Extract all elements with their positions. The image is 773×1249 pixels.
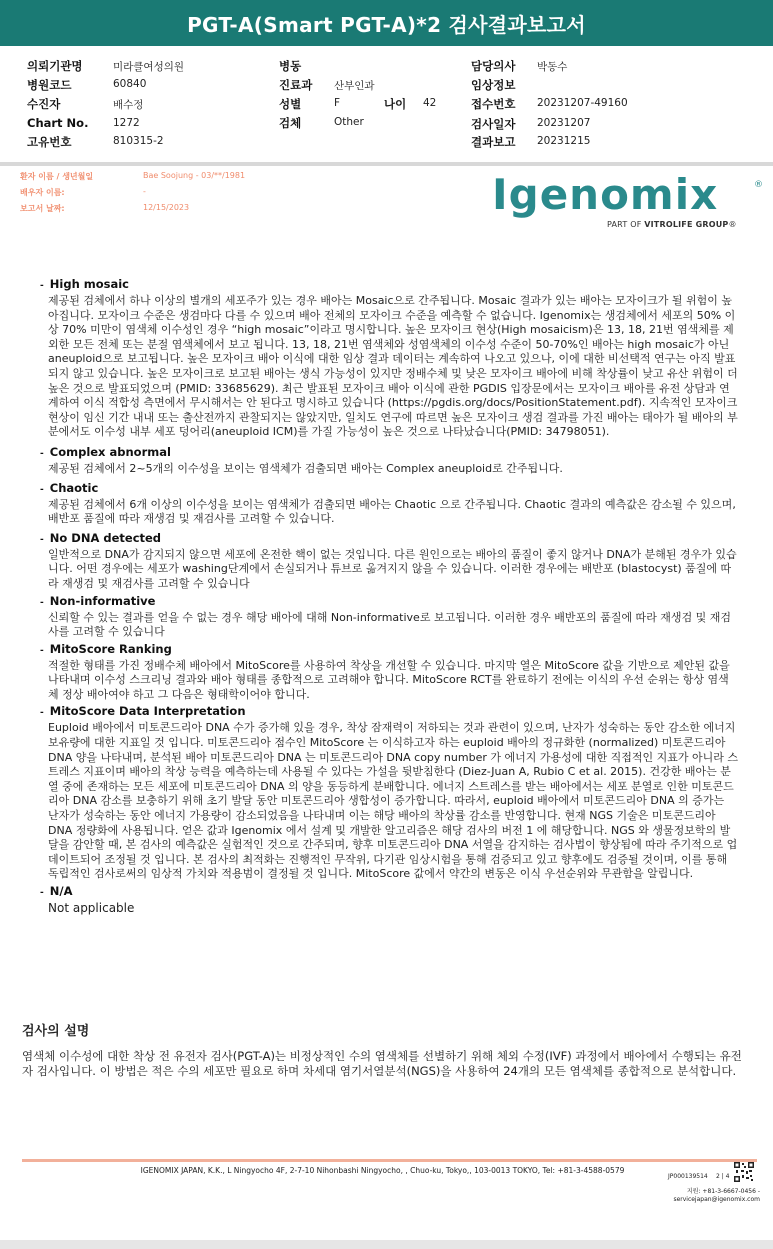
- test-date-label: 검사일자: [471, 117, 516, 131]
- section-no-dna-detected: [38, 531, 738, 592]
- test-description: [22, 1020, 742, 1079]
- section-na: [38, 884, 738, 916]
- doctor-value: 박동수: [537, 61, 568, 73]
- specimen-value: Other: [334, 116, 364, 128]
- test-description-body: 염색체 이수성에 대한 착상 전 유전자 검사(PGT-A)는 비정상적인 수의 염색체를 선별하기 위해 체외 수정(IVF) 과정에서 배아에서 수행되는 유전자 검사입니다. 이 방법은 적은 수의 세포만 필요로 하며 차세대 염기서열분석(NGS)을 사용하여 24개의 모든 염색체를 종합적으로 분석합니다.: [22, 1049, 742, 1078]
- section-title: MitoScore Ranking: [49, 641, 172, 656]
- result-definitions: [38, 277, 738, 916]
- section-chaotic: [38, 481, 738, 527]
- section-title: Non-informative: [49, 593, 156, 608]
- hospital-value: 미라클여성의원: [113, 61, 185, 73]
- footer-contact-email: servicejapan@igenomix.com: [673, 1196, 760, 1203]
- section-body: 적절한 형태를 가진 정배수체 배아에서 MitoScore를 사용하여 착상을 개선할 수 있습니다. 마지막 열은 MitoScore 값을 기반으로 제안된 값을 나타내며 이수성 스크리닝 결과와 배아 형태를 종합적으로 고려해야 합니다. MitoScore RCT를 완료하기 전에는 이식의 우선 순위는 항상 염색체 정상 배아여야 하고 그 다음은 형태학이어야 합니다.: [48, 658, 730, 701]
- report-date-value: 20231215: [537, 135, 591, 147]
- sex-value: F: [334, 97, 341, 109]
- footer-divider: [22, 1159, 757, 1162]
- footer-page-number: 2 | 4: [716, 1173, 730, 1180]
- unique-label: 고유번호: [27, 135, 72, 149]
- section-heading: [40, 481, 738, 498]
- patient-name-value: Bae Soojung - 03/**/1981: [143, 171, 246, 180]
- unique-value: 810315-2: [113, 135, 164, 147]
- header-divider: [0, 162, 773, 166]
- logo-sub-suffix: ®: [728, 220, 737, 229]
- logo-sub-prefix: PART OF: [607, 220, 645, 229]
- section-title: Complex abnormal: [49, 444, 171, 459]
- age-label: 나이: [384, 97, 407, 111]
- receiver-value: 배수정: [113, 99, 144, 111]
- section-mitoscore-interpretation: [38, 704, 738, 882]
- section-heading: [40, 531, 738, 548]
- logo-wordmark: Igenomix: [492, 170, 719, 219]
- clinical-label: 임상정보: [471, 78, 516, 92]
- footer-contact: [660, 1188, 760, 1204]
- section-title: N/A: [49, 884, 73, 898]
- age-value: 42: [423, 97, 437, 109]
- bullet-icon: -: [40, 534, 44, 545]
- section-body: 제공된 검체에서 6개 이상의 이수성을 보이는 염색체가 검출되면 배아는 Chaotic 으로 간주됩니다. Chaotic 결과의 예측값은 감소될 수 있으며, 배반포 품질에 따라 재생검 및 재검사를 고려할 수 있습니다.: [48, 497, 736, 526]
- doctor-label: 담당의사: [471, 59, 516, 73]
- test-description-title: 검사의 설명: [22, 1024, 90, 1039]
- bullet-icon: -: [40, 597, 44, 608]
- logo-registered-mark: ®: [754, 180, 763, 190]
- hospital-label: 의뢰기관명: [27, 59, 83, 73]
- section-heading: [40, 277, 738, 294]
- receipt-value: 20231207-49160: [537, 97, 628, 109]
- dept-value: 산부인과: [334, 80, 375, 92]
- chart-label: Chart No.: [27, 116, 89, 130]
- bullet-icon: -: [40, 645, 44, 656]
- info-grid: [0, 56, 773, 156]
- section-body: Not applicable: [48, 901, 135, 915]
- section-heading: [40, 445, 738, 462]
- test-date-value: 20231207: [537, 117, 591, 129]
- report-title: PGT-A(Smart PGT-A)*2 검사결과보고서: [0, 0, 773, 46]
- section-body: 신뢰할 수 있는 결과를 얻을 수 없는 경우 해당 배아에 대해 Non-informative로 보고됩니다. 이러한 경우 배반포의 품질에 따라 재생검 및 재검사를 고려할 수 있습니다: [48, 610, 732, 639]
- section-body: 일반적으로 DNA가 감지되지 않으면 세포에 온전한 핵이 없는 것입니다. 다른 원인으로는 배아의 품질이 좋지 않거나 DNA가 분해된 경우가 있습니다. 어떤 경우에는 세포가 washing단계에서 손실되거나 튜브로 옮겨지지 않을 수 있습니다. 이러한 경우에는 배반포 (blastocyst) 품질에 따라 재생검 및 재검사를 고려할 수 있습니다: [48, 547, 737, 590]
- report-date-label-en: 보고서 날짜:: [20, 204, 65, 213]
- section-complex-abnormal: [38, 445, 738, 477]
- report-date-value-en: 12/15/2023: [143, 203, 190, 212]
- receiver-label: 수진자: [27, 97, 61, 111]
- bullet-icon: -: [40, 281, 44, 291]
- bullet-icon: -: [40, 448, 44, 459]
- section-title: Chaotic: [49, 480, 99, 495]
- section-title: MitoScore Data Interpretation: [49, 704, 246, 719]
- section-mitoscore-ranking: [38, 642, 738, 703]
- bullet-icon: -: [40, 888, 44, 898]
- section-title: No DNA detected: [49, 530, 162, 545]
- section-heading: [40, 642, 738, 659]
- section-body: Euploid 배아에서 미토콘드리아 DNA 수가 증가해 있을 경우, 착상 잠재력이 저하되는 것과 관련이 있으며, 난자가 성숙하는 동안 감소한 에너지 보유량에 대한 지표일 것 입니다. 미토콘드리아 점수인 MitoScore 는 이식하고자 하는 euploid 배아의 정규화한 (normalized) 미토콘드리아 DNA 양을 나타내며, 분석된 배아 미토콘드리아 DNA 는 미토콘드리아 DNA copy number 가 에너지 가용성에 대한 직접적인 지표가 아니라 스트레스 지표이며 배아의 착상 능력을 예측하는데 사용될 수 있다는 가설을 뒷받침한다 (Diez-Juan A, Rubio C et al. 2015). 건강한 배아는 분열 중에 존재하는 모든 세포에 미토콘드리아 DNA 의 양을 동등하게 분배합니다. 에너지 스트레스를 받는 배아에서는 세포 분열로 인한 미토콘드리아 DNA 감소를 보충하기 위해 초기 발달 동안 미토콘드리아 생합성이 증가합니다. 따라서, euploid 배아에서 미토콘드리아 DNA 의 증가는 난자가 성숙하는 동안 에너지 가용량이 감소되었음을 나타내며 이는 해당 배아의 착상률 감소를 반영합니다. 현재 NGS 기술은 미토콘드리아 DNA 정량화에 사용됩니다. 얻은 값과 Igenomix 에서 설계 및 개발한 알고리즘은 해당 검사의 버전 1 에 해당합니다. NGS 와 생물정보학의 발달을 감안할 때, 본 검사의 예측값은 실험적인 것으로 간주되며, 향후 미토콘드리아 DNA 서열을 감지하는 검사법이 향상됨에 따라 주기적으로 업데이트되어 조정될 것 입니다. 본 검사의 최적화는 진행적인 무작위, 다기관 임상시험을 통해 검증되고 있고 향후에도 검증될 것이며, 이를 통해 독립적인 검사로써의 임상적 가치와 적용범이 결정될 것 입니다. MitoScore 값에서 약간의 변동은 이식 우선순위와 무관함을 알립니다.: [48, 721, 738, 881]
- bullet-icon: -: [40, 708, 44, 719]
- section-non-informative: [38, 594, 738, 640]
- spouse-label: 배우자 이름:: [20, 188, 65, 197]
- footer-document-code: JP000139514: [668, 1173, 708, 1180]
- report-date-label: 결과보고: [471, 135, 516, 149]
- ward-label: 병동: [279, 59, 302, 73]
- section-body: 제공된 검체에서 하나 이상의 별개의 세포주가 있는 경우 배아는 Mosaic으로 간주됩니다. Mosaic 결과가 있는 배아는 모자이크가 될 위험이 높아집니다. 모자이크 수준은 생검마다 다를 수 있으며 배아 전체의 모자이크 수준을 예측할 수 없습니다. Igenomix는 생검체에서 세포의 50% 이상 70% 미만이 염색체 이수성인 경우 “high mosaic”이라고 명시합니다. 높은 모자이크 현상(High mosaicism)은 13, 18, 21번 염색체를 제외한 모든 전체 또는 분절 염색체에서 보고 됩니다. 13, 18, 21번 염색체와 성염색체의 이수성 수준이 50-70%인 배아는 high mosaic가 아닌 aneuploid으로 보고됩니다. 높은 모자이크 배아 이식에 대한 임상 결과 데이터는 계속하여 나오고 있으나, 이에 대한 비선택적 연구는 아직 발표되지 않고 있습니다. 높은 모자이크로 보고된 배아는 생식 가능성이 있지만 정배수체 및 낮은 모자이크 배아에 비해 착상률이 낮고 유산 위험이 더 높은 것으로 발표되었으며 (PMID: 33685629). 최근 발표된 모자이크 배아 이식에 관한 PGDIS 입장문에서는 모자이크 배아를 유전 상담과 연계하여 이식 적합성 측면에서 무시해서는 안 된다고 명시하고 있습니다 (https://pgdis.org/docs/PositionStatement.pdf). 지속적인 모자이크 현상이 임신 기간 내내 또는 출산전까지 관찰되지는 않았지만, 일치도 연구에 따르면 높은 모자이크 생검 결과를 가진 배아는 태아가 될 배아의 부분에서도 이수성 내부 세포 덩어리(aneuploid ICM)를 가질 가능성이 높은 것으로 나타났습니다(PMID: 34798051).: [48, 294, 738, 439]
- bullet-icon: -: [40, 484, 44, 495]
- patient-name-label: 환자 이름 / 생년월일: [20, 172, 94, 181]
- logo-sub-brand: VITROLIFE GROUP: [644, 220, 729, 229]
- specimen-label: 검체: [279, 116, 302, 130]
- qr-code-icon: [734, 1162, 754, 1182]
- section-heading: [40, 704, 738, 721]
- sex-label: 성별: [279, 97, 302, 111]
- page-bottom-strip: [0, 1240, 773, 1249]
- spouse-value: -: [143, 187, 146, 196]
- chart-value: 1272: [113, 117, 140, 129]
- section-body: 제공된 검체에서 2~5개의 이수성을 보이는 염색체가 검출되면 배아는 Complex aneuploid로 간주됩니다.: [48, 461, 563, 475]
- section-title: High mosaic: [49, 277, 130, 291]
- receipt-label: 접수번호: [471, 97, 516, 111]
- hospital-code-value: 60840: [113, 78, 147, 90]
- igenomix-logo: [492, 170, 762, 240]
- logo-subtitle: [607, 220, 737, 229]
- footer-contact-phone: 지원: +81-3-6667-0456 -: [686, 1188, 760, 1195]
- hospital-code-label: 병원코드: [27, 78, 72, 92]
- section-high-mosaic: [38, 277, 738, 440]
- footer-address: IGENOMIX JAPAN, K.K., L Ningyocho 4F, 2-7-10 Nihonbashi Ningyocho, , Chuo-ku, Tokyo,, 103-0013 TOKYO, Tel: +81-3-4588-0579: [140, 1166, 625, 1175]
- section-heading: [40, 884, 738, 901]
- section-heading: [40, 594, 738, 611]
- dept-label: 진료과: [279, 78, 313, 92]
